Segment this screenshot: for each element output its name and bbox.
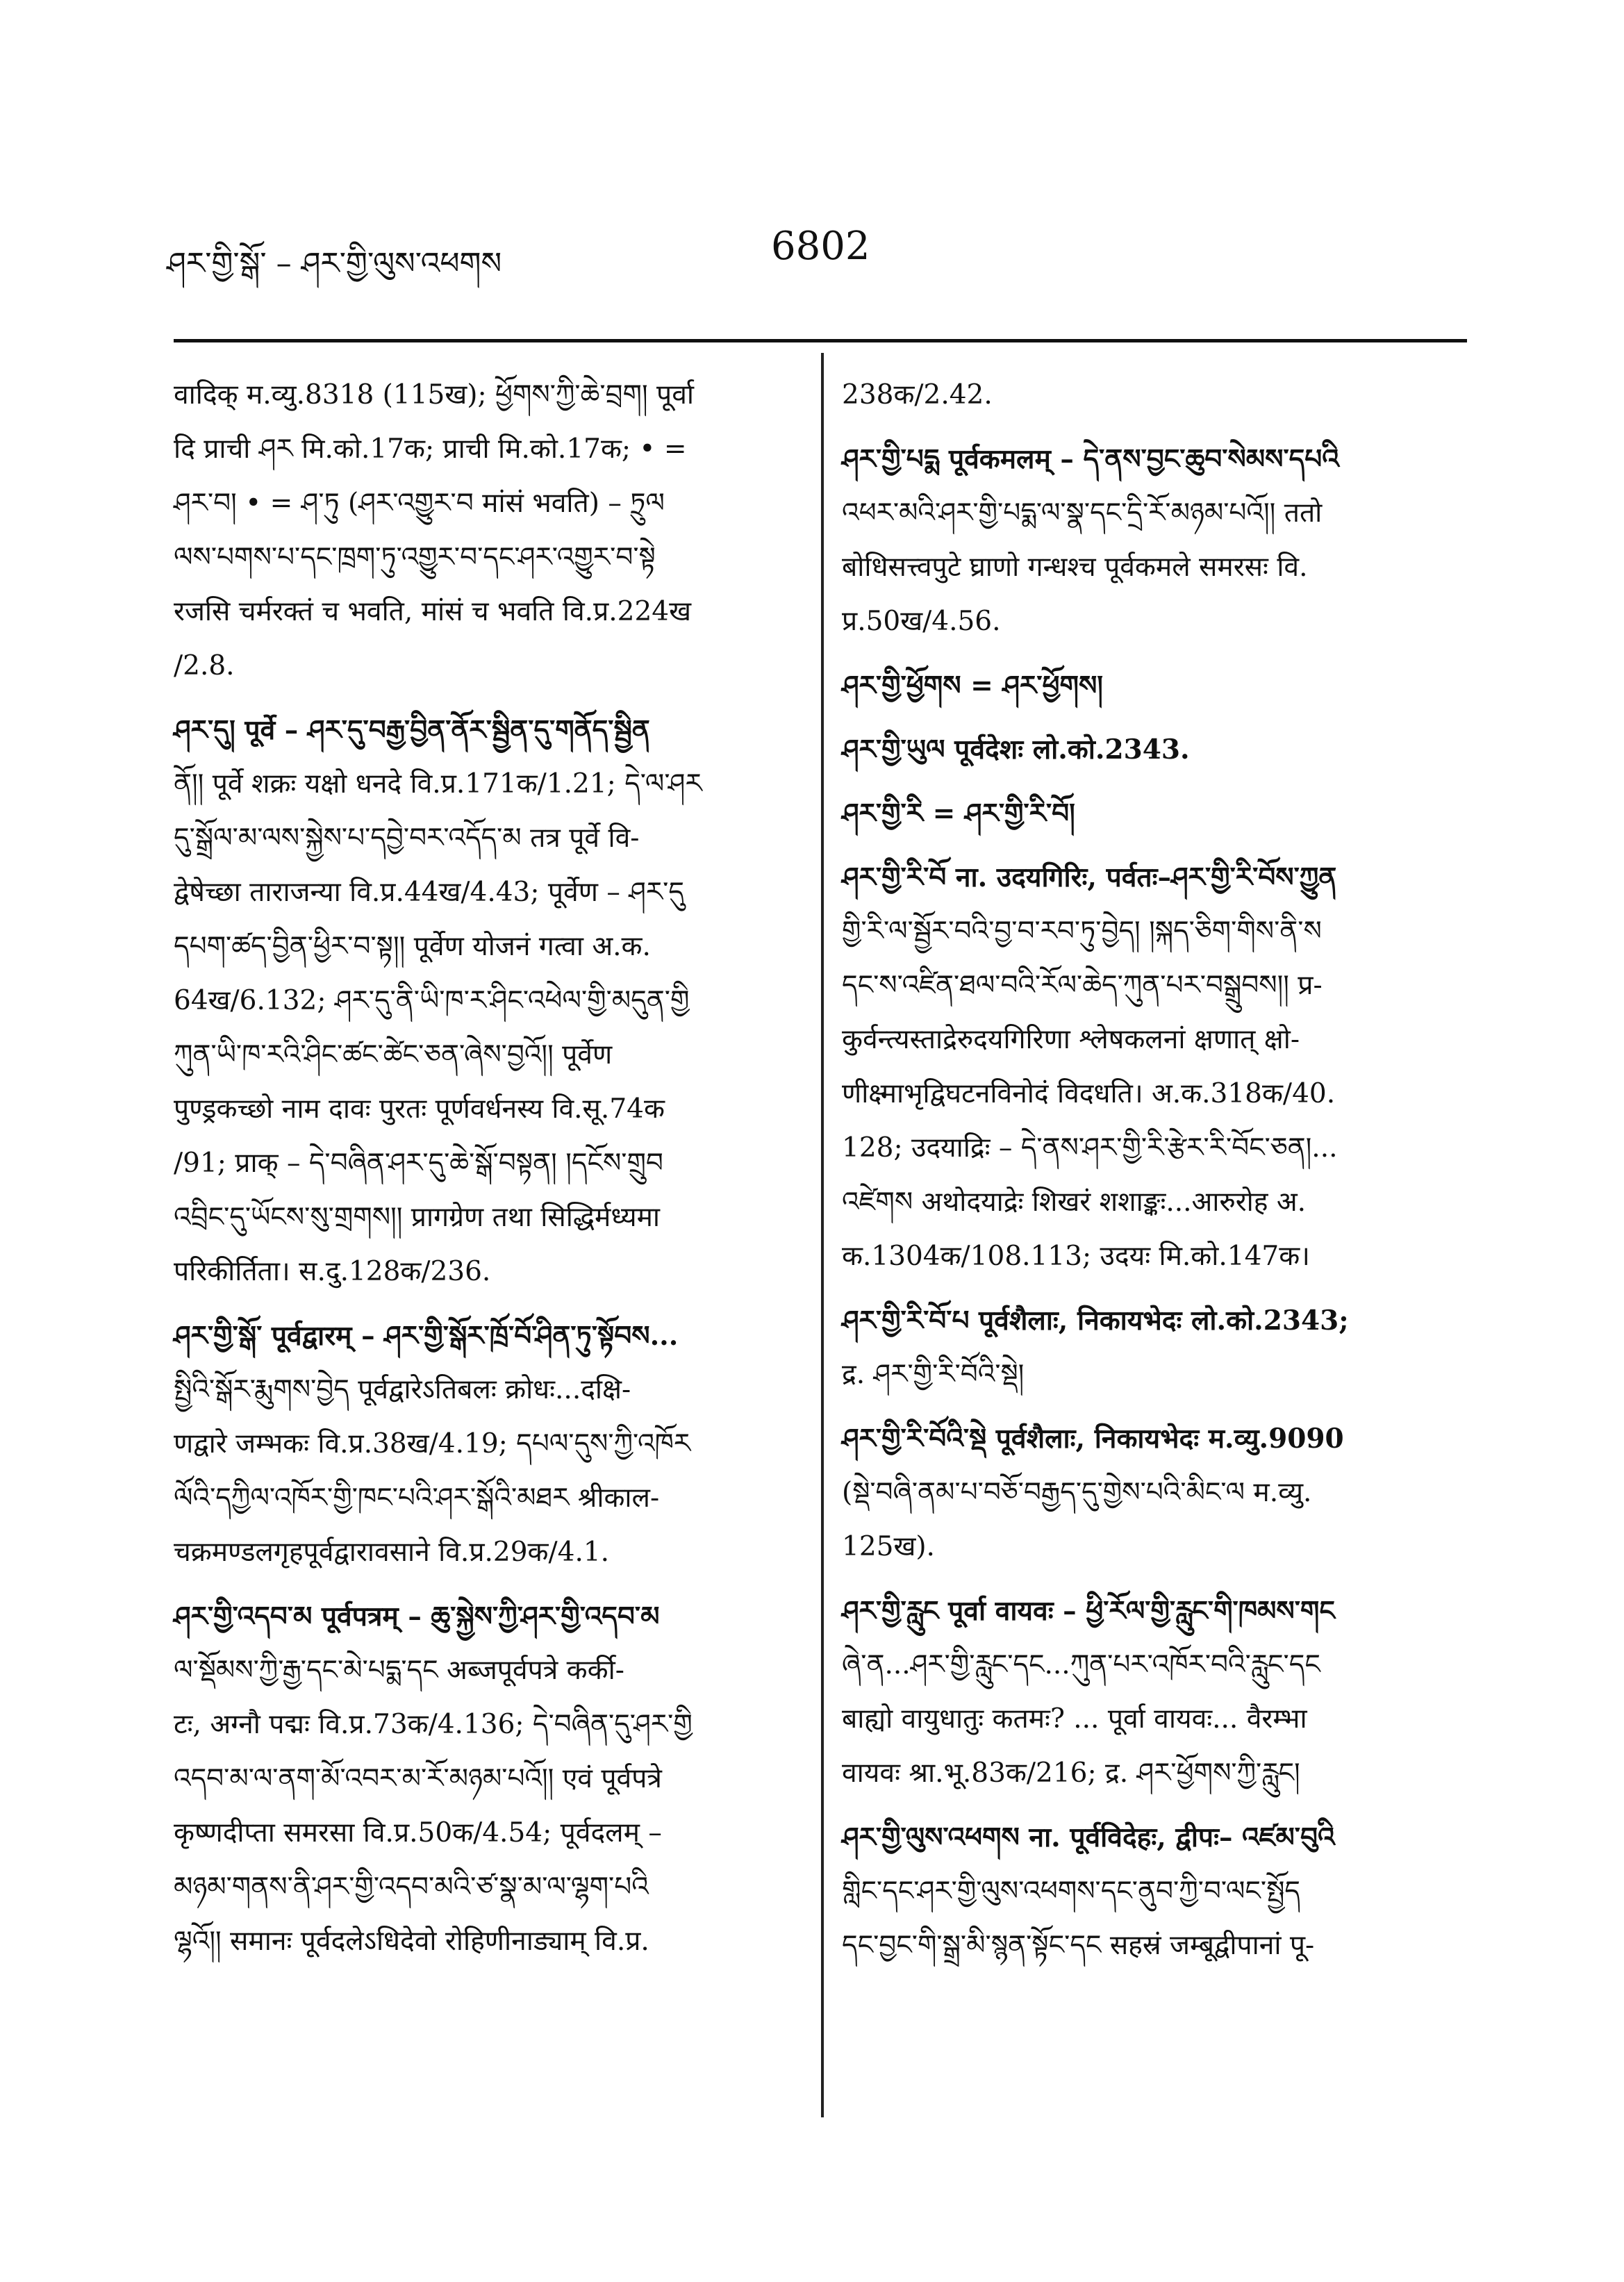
- text-line: वादिक् म.व्यु.8318 (115ख); ཕྱོགས་ཀྱི་ཆེ་བྲག། पूर्वा: [174, 379, 694, 411]
- text-line: वायवः श्रा.भू.83क/216; द्र. ཤར་ཕྱོགས་ཀྱི་རླུང།: [842, 1758, 1300, 1789]
- header-rule: [174, 339, 1467, 342]
- text-line: གླིང་དང་ཤར་གྱི་ལུས་འཕགས་དང་ནུབ་ཀྱི་བ་ལང་སྤྱོད: [842, 1876, 1300, 1907]
- headword-line: ཤར་གྱི་རླུང पूर्वा वायवः – ཕྱི་རོལ་གྱི་རླུང་གི་ཁམས་གང: [842, 1595, 1335, 1627]
- entry: [842, 1293, 1467, 1402]
- entry: [842, 368, 1467, 422]
- text-line: द्वेषेच्छा ताराजन्या वि.प्र.44ख/4.43; पूर्वेण – ཤར་དུ: [174, 877, 684, 908]
- text-line: क.1304क/108.113; उदयः मि.को.147क।: [842, 1241, 1310, 1272]
- headword-line: ཤར་གྱི་འདབ་མ पूर्वपत्रम् – ཆུ་སྐྱེས་ཀྱི་ཤར་གྱི་འདབ་མ: [174, 1601, 660, 1632]
- text-line: ལས་པགས་པ་དང་ཁྲག་ཏུ་འགྱུར་བ་དང་ཤར་འགྱུར་བ་སྟེ: [174, 542, 656, 573]
- headword-line: ཤར་དུ། पूर्वे – ཤར་དུ་བརྒྱ་བྱིན་ནོར་སྦྱིན་དུ་གནོད་སྦྱིན: [174, 714, 650, 746]
- text-line: འཛེགས अथोदयाद्रेः शिखरं शशाङ्कः...आरुरोह अ.: [842, 1187, 1307, 1218]
- text-line: बाह्यो वायुधातुः कतमः? ... पूर्वा वायवः... वैरम्भा: [842, 1703, 1307, 1735]
- headword-line: ཤར་གྱི་སྒོ་ पूर्वद्वारम् – ཤར་གྱི་སྒོར་ཁྲོ་བོ་ཤིན་ཏུ་སྟོབས...: [174, 1320, 679, 1352]
- text-line: འདབ་མ་ལ་ནག་མོ་འབར་མ་རོ་མཉམ་པའོ།། एवं पूर्वपत्रे: [174, 1763, 662, 1794]
- text-line: 125ख).: [842, 1531, 935, 1562]
- text-line: འཕར་མའི་ཤར་གྱི་པདྨ་ལ་སྣ་དང་དྲི་རོ་མཉམ་པའོ།། ततो: [842, 497, 1323, 529]
- column-divider: [821, 353, 824, 2117]
- text-line: कुर्वन्त्यस्ताद्रेरुदयगिरिणा श्लेषकलनां क्षणात् क्षो-: [842, 1024, 1300, 1055]
- text-line: प्र.50ख/4.56.: [842, 606, 1001, 637]
- entry: [174, 1309, 802, 1580]
- text-line: दि प्राची ཤར मि.को.17क; प्राची मि.को.17क; • =: [174, 433, 687, 465]
- page-number: 6802: [771, 224, 870, 269]
- headword-line: ཤར་གྱི་པདྨ पूर्वकमलम् – དེ་ནས་བྱང་ཆུབ་སེམས་དཔའི: [842, 443, 1339, 475]
- entry: [842, 1584, 1467, 1801]
- entry: [174, 703, 802, 1299]
- text-line: कृष्णदीप्ता समरसा वि.प्र.50क/4.54; पूर्वदलम् –: [174, 1817, 662, 1849]
- headword-line: ཤར་གྱི་ལུས་འཕགས ना. पूर्वविदेहः, द्वीपः– འཛམ་བུའི: [842, 1821, 1335, 1853]
- headword-line: ཤར་གྱི་ཕྱོགས = ཤར་ཕྱོགས།: [842, 670, 1103, 702]
- text-line: མཉམ་གནས་ནི་ཤར་གྱི་འདབ་མའི་ཙ་སྣ་མ་ལ་ལྷག་པའི: [174, 1871, 649, 1903]
- headword-line: ཤར་གྱི་རི་བོ ना. उदयगिरिः, पर्वतः–ཤར་གྱི་རི་བོས་ཀྱུན: [842, 861, 1337, 893]
- entry: [842, 1412, 1467, 1574]
- text-line: चक्रमण्डलगृहपूर्वद्वारावसाने वि.प्र.29क/4.1.: [174, 1537, 610, 1568]
- text-line: གྱི་རི་ལ་སྦྱོར་བའི་བྱ་བ་རབ་ཏུ་བྱེད། །སྐད་ཅིག་གིས་ནི་ས: [842, 916, 1322, 947]
- text-line: बोधिसत्त्वपुटे घ्राणो गन्धश्च पूर्वकमले समरसः वि.: [842, 552, 1308, 583]
- text-line: ལྷའོ།། समानः पूर्वदलेऽधिदेवो रोहिणीनाड्याम् वि.प्र.: [174, 1926, 649, 1957]
- entry: [842, 850, 1467, 1284]
- entry: [174, 368, 802, 693]
- text-line: /91; प्राक् – དེ་བཞིན་ཤར་དུ་ཆེ་སྒོ་བསྟན། །དངོས་གྲུབ: [174, 1148, 663, 1179]
- right-column: [842, 368, 1467, 1983]
- text-line: णद्वारे जम्भकः वि.प्र.38ख/4.19; དཔལ་དུས་ཀྱི་འཁོར: [174, 1428, 691, 1460]
- page-header: [0, 224, 1624, 285]
- headword-line: ཤར་གྱི་ཡུལ पूर्वदेशः लो.को.2343.: [842, 734, 1190, 766]
- text-line: འབྲིང་དུ་ཡོངས་སུ་གྲགས།། प्रागग्रेण तथा सिद्धिर्मध्यमा: [174, 1202, 661, 1233]
- headword-line: ཤར་གྱི་རི་བོ་པ पूर्वशैलाः, निकायभेदः लो.को.2343;: [842, 1305, 1349, 1337]
- text-line: पुण्ड्रकच्छो नाम दावः पुरतः पूर्णवर्धनस्य वि.सू.74क: [174, 1093, 665, 1125]
- entry: [174, 1589, 802, 1969]
- text-line: དང་བྱང་གི་སྒྲ་མི་སྙན་སྟོང་དང सहस्रं जम्बूद्वीपानां पू-: [842, 1930, 1315, 1961]
- text-line: टः, अग्नौ पद्मः वि.प्र.73क/4.136; དེ་བཞིན་དུ་ཤར་གྱི: [174, 1709, 693, 1740]
- left-column: [174, 368, 802, 1978]
- text-line: ལ་སྡོམས་ཀྱི་རྒྱ་དང་མེ་པདྨ་དང अब्जपूर्वपत्रे कर्की-: [174, 1655, 624, 1686]
- headword-line: ཤར་གྱི་རི = ཤར་གྱི་རི་བོ།: [842, 797, 1075, 829]
- text-line: 128; उदयाद्रिः – དེ་ནས་ཤར་གྱི་རི་རྩེར་རི་བོང་ཅན།...: [842, 1132, 1338, 1164]
- entry: [842, 432, 1467, 649]
- text-line: परिकीर्तिता। स.दु.128क/236.: [174, 1256, 491, 1287]
- text-line: ཤར་བ། • = ཤ་ཏུ (ཤར་འགྱུར་བ मांसं भवति) – ཏྲུལ: [174, 488, 665, 519]
- entry: [842, 1810, 1467, 1973]
- text-line: ཀུན་ཡི་ཁ་རའི་ཤིང་ཚང་ཚེང་ཅན་ཞེས་བྱའོ།། पूर्वेण: [174, 1039, 613, 1070]
- text-line: ནོ།། पूर्वे शक्रः यक्षो धनदे वि.प्र.171क/1.21; དེ་ལ་ཤར: [174, 768, 702, 800]
- text-line: णीक्ष्माभृद्विघटनविनोदं विदधति। अ.क.318क/40.: [842, 1078, 1336, 1109]
- text-line: སྤྱིའི་སྒོར་རྨུགས་བྱེད पूर्वद्वारेऽतिबलः क्रोधः...दक्षि-: [174, 1374, 631, 1405]
- text-line: रजसि चर्मरक्तं च भवति, मांसं च भवति वि.प्र.224ख: [174, 596, 691, 627]
- text-line: དུ་སྒྲོལ་མ་ལས་སྐྱེས་པ་དབྱེ་བར་འདོད་མ तत्र पूर्वे वि-: [174, 822, 640, 854]
- text-line: द्र. ཤར་གྱི་རི་བོའི་སྡེ།: [842, 1359, 1025, 1390]
- text-line: ལོའི་དཀྱིལ་འཁོར་གྱི་ཁང་པའི་ཤར་སྒོའི་མཐར श्रीकाल-: [174, 1482, 660, 1514]
- headword-line: ཤར་གྱི་རི་བོའི་སྡེ पूर्वशैलाः, निकायभेदः म.व्यु.9090: [842, 1423, 1344, 1455]
- entry: [842, 659, 1467, 713]
- running-head: ཤར་གྱི་སྒོ་ – ཤར་གྱི་ལུས་འཕགས: [167, 246, 502, 281]
- entry: [842, 786, 1467, 841]
- entry: [842, 722, 1467, 777]
- text-line: ཞེ་ན...ཤར་གྱི་རླུང་དང...ཀུན་པར་འཁོར་བའི་རླུང་དང: [842, 1649, 1320, 1680]
- text-line: 64ख/6.132; ཤར་དུ་ནི་ཡི་ཁ་ར་ཤིང་འཕེལ་གྱི་མདུན་གྱི: [174, 985, 690, 1016]
- text-line: /2.8.: [174, 650, 235, 681]
- text-line: (སྡེ་བཞི་ནམ་པ་བཅོ་བརྒྱད་དུ་གྱེས་པའི་མིང་ལ म.व्यु.: [842, 1477, 1312, 1508]
- text-line: དཔག་ཚད་བྱིན་ཕྱིར་བ་སྟ།། पूर्वेण योजनं गत्वा अ.क.: [174, 931, 651, 962]
- text-line: དང་ས་འཛིན་ཐལ་བའི་རོལ་ཆེད་ཀུན་པར་བསྒྲུབས།། प्र-: [842, 970, 1323, 1001]
- text-line: 238क/2.42.: [842, 379, 993, 411]
